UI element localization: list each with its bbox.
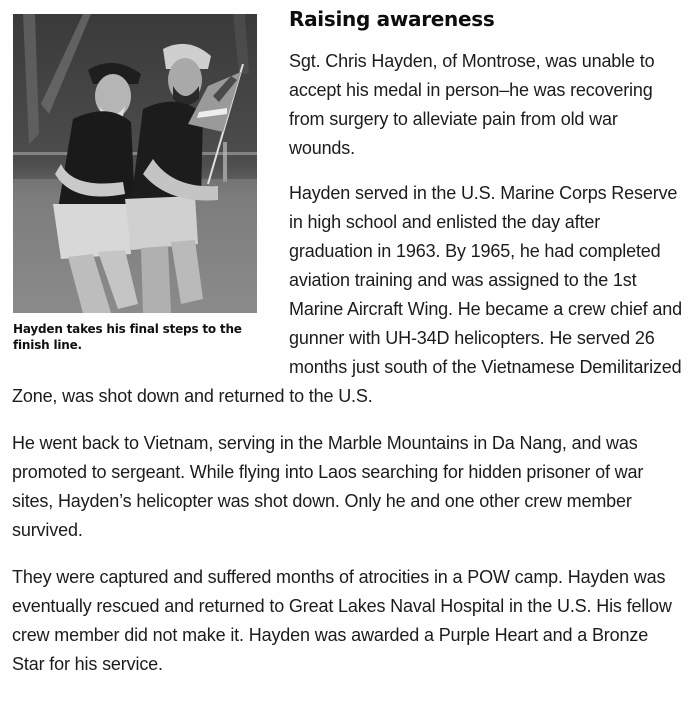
photo-figure: [13, 14, 269, 353]
paragraph-3: He went back to Vietnam, serving in the Marble Mountains in Da Nang, and was promoted to sergeant. While flying into Laos searching for hidden prisoner of war sites, Hayden’s helicopter was shot down. Only he and one other crew member survived.: [12, 433, 644, 540]
photo-caption: Hayden takes his final steps to the finish line.: [13, 322, 242, 352]
paragraph-1: Sgt. Chris Hayden, of Montrose, was unable to accept his medal in person–he was recovering from surgery to alleviate pain from old war wounds.: [289, 51, 655, 158]
section-heading: Raising awareness: [289, 7, 495, 31]
runners-photo-illustration: [13, 14, 257, 313]
paragraph-4: They were captured and suffered months of atrocities in a POW camp. Hayden was eventually rescued and returned to Great Lakes Naval Hospital in the U.S. His fellow crew member did not make it. Hayden was awarded a Purple Heart and a Bronze Star for his service.: [12, 567, 672, 674]
runners-photo: [13, 14, 257, 313]
paragraph-2: Hayden served in the U.S. Marine Corps Reserve in high school and enlisted the day after graduation in 1963. By 1965, he had completed aviation training and was assigned to the 1st Marine Aircraft Wing. He became a crew chief and gunner with UH-34D helicopters. He served 26 months just south of the Vietnamese Demilitarized Zone, was shot down and returned to the U.S.: [12, 183, 682, 406]
